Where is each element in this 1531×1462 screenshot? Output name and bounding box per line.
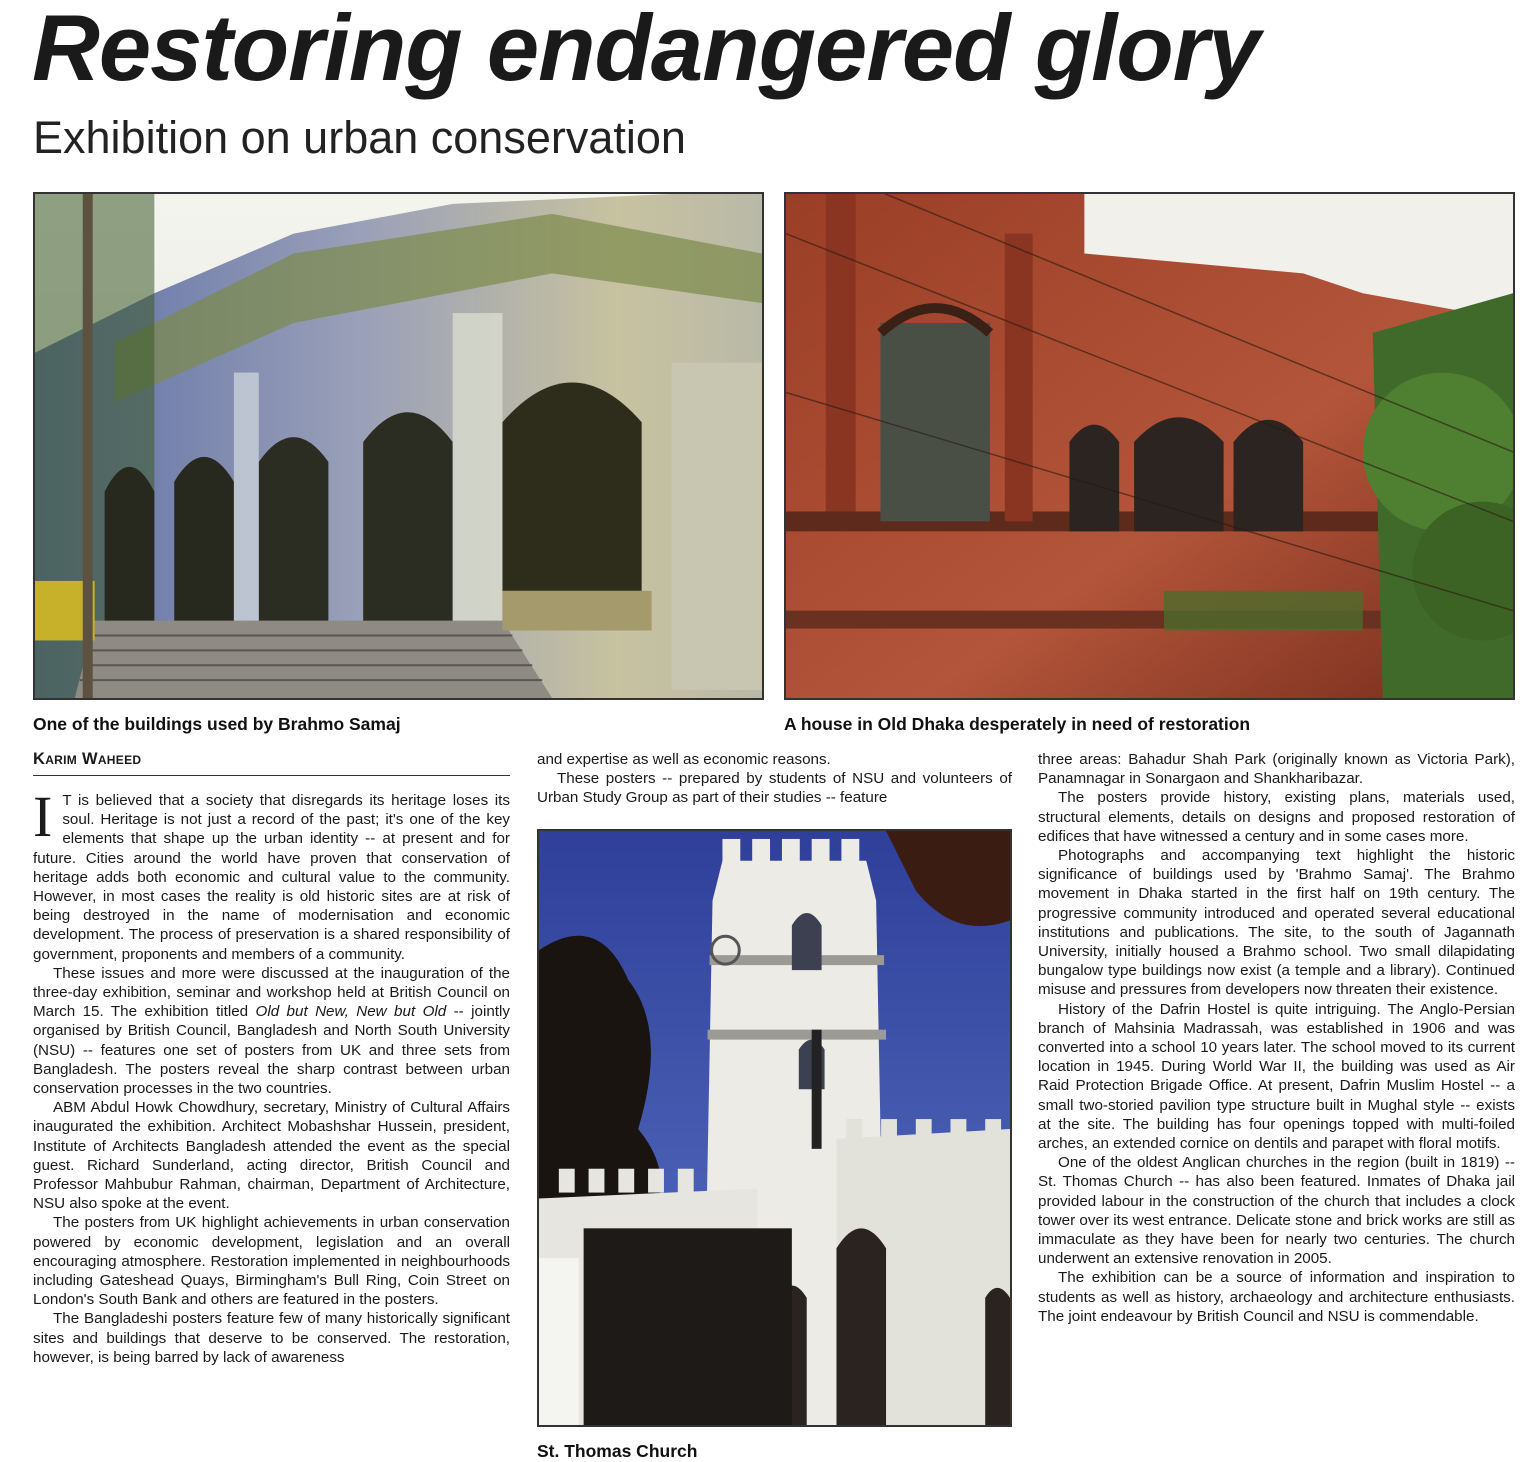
article-column-3 bbox=[1038, 750, 1515, 1326]
old-dhaka-house-photo bbox=[784, 192, 1515, 700]
paragraph: History of the Dafrin Hostel is quite intriguing. The Anglo-Persian branch of Mahsinia Madrassah, was established in 1906 and was converted into a school 10 years later. The school moved to its current location in 1945. During World War II, the building was used as Air Raid Protection Brigade Office. At present, Dafrin Muslim Hostel -- a small two-storied pavilion type structure built in Mughal style -- exists at the site. The building has four openings topped with multi-foiled arches, an extended cornice on dentils and parapet with floral motifs. bbox=[1038, 1000, 1515, 1153]
article-column-2 bbox=[537, 750, 1012, 808]
paragraph: These posters -- prepared by students of NSU and volunteers of Urban Study Group as part of their studies -- feature bbox=[537, 770, 1012, 807]
paragraph bbox=[33, 964, 510, 1098]
paragraph-text: These issues and more were discussed at the inauguration of the three-day exhibition, seminar and workshop held at British Council on March 15. The exhibition titled bbox=[33, 964, 510, 1021]
church-caption: St. Thomas Church bbox=[537, 1441, 698, 1461]
brick-house-photo-icon bbox=[786, 194, 1513, 698]
paragraph: and expertise as well as economic reasons. bbox=[537, 751, 831, 768]
paragraph: The exhibition can be a source of information and inspiration to students as well as history, archaeology and architecture enthusiasts. The joint endeavour by British Council and NSU is commendable. bbox=[1038, 1269, 1515, 1325]
drop-cap: I bbox=[33, 784, 53, 849]
exhibition-title: Old but New, New but Old bbox=[255, 1003, 447, 1021]
brahmo-samaj-caption: One of the buildings used by Brahmo Samaj bbox=[33, 714, 401, 734]
byline: Karim Waheed bbox=[33, 750, 510, 776]
paragraph: Photographs and accompanying text highlight the historic significance of buildings used by 'Brahmo Samaj'. The Brahmo movement in Dhaka started in the first half on 19th century. The progressive community introduced and operated several educational institutions and publications. The site, to the south of Jagannath University, initially housed a Brahmo school. Two small dilapidating bungalow type buildings now exist (a temple and a library). Continued misuse and pressures from developers now threaten their existence. bbox=[1038, 847, 1515, 999]
headline: Restoring endangered glory bbox=[32, 0, 1260, 100]
paragraph: The posters provide history, existing plans, materials used, structural elements, details on designs and proposed restoration of edifices that have witnessed a century and in some cases more. bbox=[1038, 789, 1515, 845]
paragraph: three areas: Bahadur Shah Park (originally known as Victoria Park), Panamnagar in Sonargaon and Shankharibazar. bbox=[1038, 751, 1515, 788]
paragraph-text: -- jointly organised by British Council, Bangladesh and North South University (NSU) -- features one set of posters from UK and three sets from Bangladesh. The posters reveal the sharp contrast between urban conservation processes in the two countries. bbox=[33, 1003, 510, 1098]
paragraph: T is believed that a society that disregards its heritage loses its soul. Heritage is not just a record of the past; it's one of the key elements that shape up the urban identity -- at present and for future. Cities around the world have proven that conservation of heritage adds both economic and cultural value to the community. However, in most cases the reality is old historic sites are at risk of being destroyed in the name of modernisation and economic development. The process of preservation is a shared responsibility of government, proponents and members of a community. bbox=[33, 792, 510, 963]
paragraph: The posters from UK highlight achievements in urban conservation powered by economic development, legislation and an overall encouraging atmosphere. Restoration implemented in neighbourhoods including Gateshead Quays, Birmingham's Bull Ring, Coin Street on London's South Bank and others are featured in the posters. bbox=[33, 1214, 510, 1309]
brahmo-samaj-photo bbox=[33, 192, 764, 700]
article-column-1 bbox=[33, 784, 510, 1367]
colonial-building-photo-icon bbox=[35, 194, 762, 698]
old-dhaka-caption: A house in Old Dhaka desperately in need of restoration bbox=[784, 714, 1251, 734]
subheadline: Exhibition on urban conservation bbox=[33, 112, 686, 163]
paragraph: The Bangladeshi posters feature few of many historically significant sites and buildings that deserve to be conserved. The restoration, however, is being barred by lack of awareness bbox=[33, 1310, 510, 1366]
church-tower-photo-icon bbox=[539, 831, 1010, 1425]
paragraph: One of the oldest Anglican churches in the region (built in 1819) -- St. Thomas Church -- has also been featured. Inmates of Dhaka jail provided labour in the construction of the church that includes a clock tower over its west entrance. Delicate stone and brick works are still as immaculate as they have been for nearly two centuries. The church underwent an extensive renovation in 2005. bbox=[1038, 1154, 1515, 1268]
paragraph: ABM Abdul Howk Chowdhury, secretary, Ministry of Cultural Affairs inaugurated the exhibition. Architect Mobashshar Hussein, president, Institute of Architects Bangladesh attended the event as the special guest. Richard Sunderland, acting director, British Council and Professor Mahbubur Rahman, chairman, Department of Architecture, NSU also spoke at the event. bbox=[33, 1099, 510, 1213]
st-thomas-church-photo bbox=[537, 829, 1012, 1427]
